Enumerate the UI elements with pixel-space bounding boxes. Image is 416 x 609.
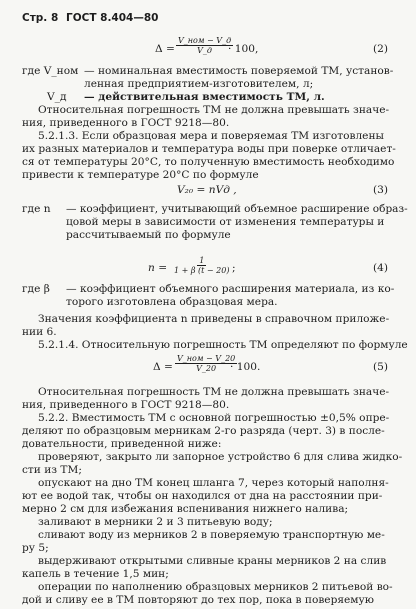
- page-number: Стр. 8: [22, 12, 59, 24]
- eq4-number: (4): [373, 262, 389, 274]
- text-line: довательности, приведенной ниже:: [22, 438, 222, 450]
- eq2-numerator: V_ном − V_д: [178, 36, 232, 45]
- eq4-fraction: [172, 256, 231, 275]
- text-line: привести к температуре 20°С по формуле: [22, 169, 259, 181]
- eq2-rhs: · 100,: [228, 43, 259, 55]
- where-beta-symbol: где β: [22, 283, 50, 295]
- eq4-denominator: 1 + β (t − 20): [174, 266, 230, 275]
- eq5-rhs: · 100.: [230, 361, 261, 373]
- text-line: 5.2.2. Вместимость ТМ с основной погрешностью ±0,5% опре-: [38, 412, 390, 424]
- eq5-lhs: Δ =: [153, 361, 173, 373]
- where-vd-symbol: V_д: [47, 91, 67, 103]
- where-n-symbol: где n: [22, 203, 51, 215]
- text-line: капель в течение 1,5 мин;: [22, 568, 169, 580]
- text-line: операции по наполнению образцовых мерников 2 питьевой во-: [38, 581, 393, 593]
- text-line: Относительная погрешность ТМ не должна превышать значе-: [38, 386, 390, 398]
- eq3-number: (3): [373, 184, 389, 196]
- where-vnom-text-2: ленная предприятием-изготовителем, л;: [84, 78, 314, 90]
- where-vd-text: — действительная вместимость ТМ, л.: [84, 91, 325, 103]
- text-line: опускают на дно ТМ конец шланга 7, через который наполня-: [38, 477, 389, 489]
- text-line: сливают воду из мерников 2 в поверяемую транспортную ме-: [38, 529, 385, 541]
- text-line: выдерживают открытыми сливные краны мерников 2 на слив: [38, 555, 387, 567]
- text-line: сти из ТМ;: [22, 464, 82, 476]
- text-line: ру 5;: [22, 542, 49, 554]
- eq5-fraction: [175, 354, 237, 373]
- text-line: нии 6.: [22, 326, 57, 338]
- where-n-text-1: — коэффициент, учитывающий объемное расширение образ-: [66, 203, 408, 215]
- eq4-lhs: n =: [148, 262, 168, 274]
- text-line: заливают в мерники 2 и 3 питьевую воду;: [38, 516, 273, 528]
- text-line: ния, приведенного в ГОСТ 9218—80.: [22, 117, 230, 129]
- text-line: проверяют, закрыто ли запорное устройство 6 для слива жидко-: [38, 451, 403, 463]
- where-beta-text-2: торого изготовлена образцовая мера.: [66, 296, 278, 308]
- eq2-denominator: V_д: [197, 46, 212, 55]
- standard-code: ГОСТ 8.404—80: [66, 12, 159, 24]
- text-line: ся от температуры 20°С, то полученную вместимость необходимо: [22, 156, 395, 168]
- text-line: ния, приведенного в ГОСТ 9218—80.: [22, 399, 230, 411]
- where-beta-text-1: — коэффициент объемного расширения материала, из ко-: [66, 283, 395, 295]
- where-vnom-symbol: где V_ном: [22, 65, 79, 77]
- eq2-fraction: [176, 36, 233, 55]
- eq3-formula: V₂₀ = nVд ,: [177, 184, 237, 196]
- eq2-lhs: Δ =: [155, 43, 175, 55]
- text-line: Относительная погрешность ТМ не должна превышать значе-: [38, 104, 390, 116]
- where-vnom-text-1: — номинальная вместимость поверяемой ТМ, установ-: [84, 65, 394, 77]
- eq4-numerator: 1: [199, 256, 205, 265]
- text-line: ют ее водой так, чтобы он находился от дна на расстоянии при-: [22, 490, 383, 502]
- where-n-text-2: цовой меры в зависимости от изменения температуры и: [66, 216, 385, 228]
- text-line: 5.2.1.4. Относительную погрешность ТМ определяют по формуле: [38, 339, 408, 351]
- eq5-denominator: V_20: [196, 364, 217, 373]
- eq5-number: (5): [373, 361, 389, 373]
- eq5-numerator: V_ном − V_20: [177, 354, 236, 363]
- text-line: деляют по образцовым мерникам 2-го разряда (черт. 3) в после-: [22, 425, 385, 437]
- text-line: мерно 2 см для избежания вспенивания нижнего налива;: [22, 503, 349, 515]
- text-line: дой и сливу ее в ТМ повторяют до тех пор, пока в поверяемую: [22, 594, 374, 606]
- eq2-number: (2): [373, 43, 389, 55]
- eq4-rhs: ;: [232, 262, 236, 274]
- text-line: Значения коэффициента n приведены в справочном приложе-: [38, 313, 390, 325]
- text-line: 5.2.1.3. Если образцовая мера и поверяемая ТМ изготовлены: [38, 130, 384, 142]
- where-n-text-3: рассчитываемый по формуле: [66, 229, 231, 241]
- text-line: их разных материалов и температура воды при поверке отличает-: [22, 143, 396, 155]
